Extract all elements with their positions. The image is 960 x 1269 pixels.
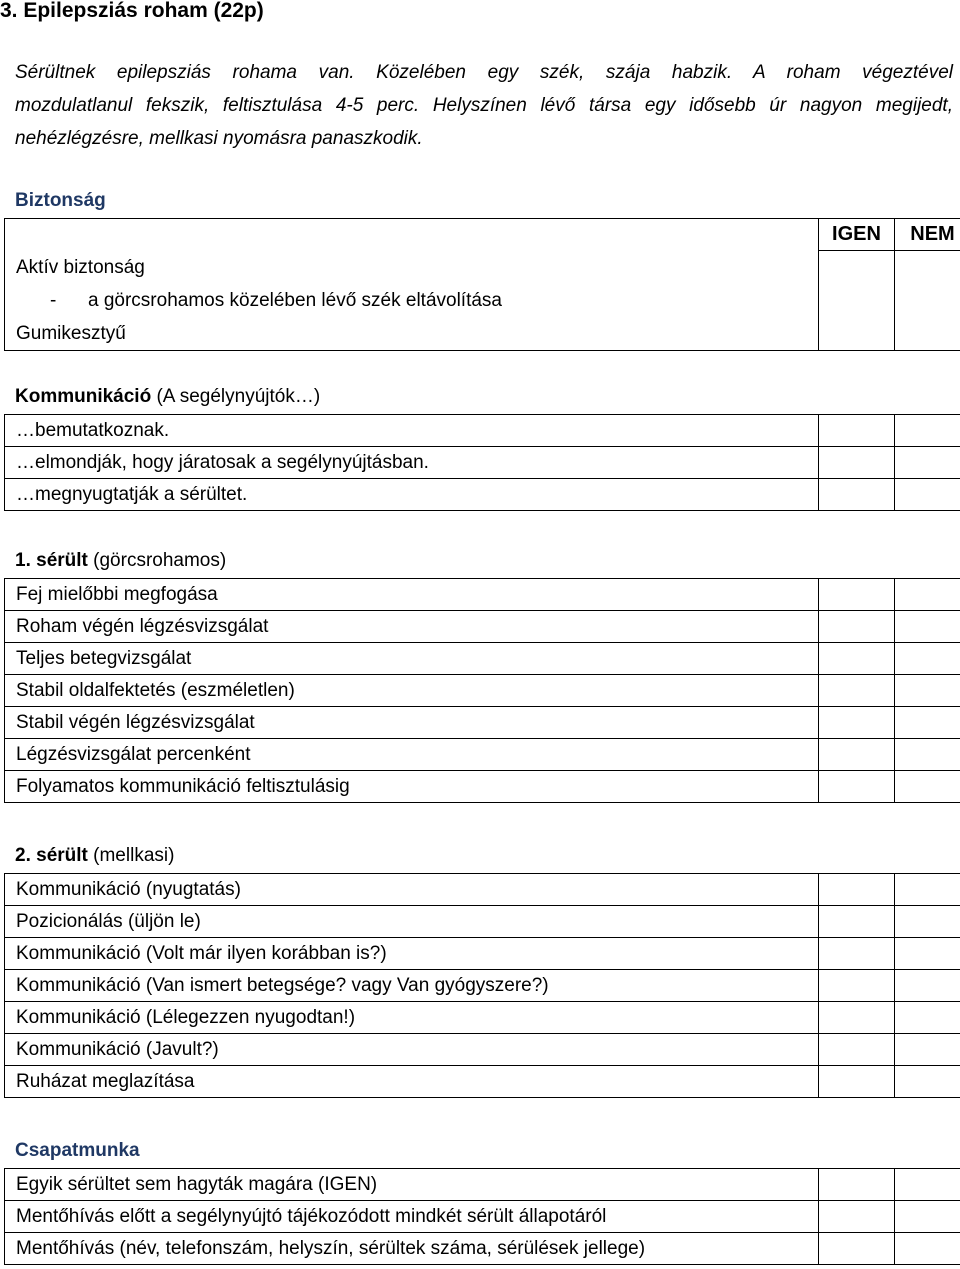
table-row bbox=[5, 771, 960, 803]
no-checkbox[interactable] bbox=[895, 1066, 960, 1098]
yes-checkbox[interactable] bbox=[819, 579, 895, 611]
table-row bbox=[5, 675, 960, 707]
yes-checkbox[interactable] bbox=[819, 611, 895, 643]
injured2-item-label: Kommunikáció (Volt már ilyen korábban is?) bbox=[5, 938, 819, 970]
no-checkbox[interactable] bbox=[895, 1169, 960, 1201]
injured2-title bbox=[15, 845, 174, 867]
injured2-title-rest: (mellkasi) bbox=[87, 845, 175, 866]
safety-table bbox=[4, 218, 960, 351]
table-row bbox=[5, 1169, 960, 1201]
scenario-line-2: mozdulatlanul fekszik, feltisztulása 4-5 perc. Helyszínen lévő társa egy idősebb úr nagyon megijedt, bbox=[15, 95, 953, 116]
teamwork-table bbox=[4, 1168, 960, 1265]
yes-checkbox[interactable] bbox=[819, 1233, 895, 1265]
page-title: 3. Epilepsziás roham (22p) bbox=[0, 0, 264, 22]
injured1-item-label: Légzésvizsgálat percenként bbox=[5, 739, 819, 771]
injured2-item-label: Kommunikáció (Van ismert betegsége? vagy Van gyógyszere?) bbox=[5, 970, 819, 1002]
yes-checkbox[interactable] bbox=[819, 447, 895, 479]
injured1-title-bold: 1. sérült bbox=[15, 550, 88, 571]
table-row bbox=[5, 906, 960, 938]
injured2-item-label: Kommunikáció (Lélegezzen nyugodtan!) bbox=[5, 1002, 819, 1034]
table-row bbox=[5, 447, 960, 479]
no-checkbox[interactable] bbox=[895, 906, 960, 938]
table-row bbox=[5, 707, 960, 739]
communication-title-rest: (A segélynyújtók…) bbox=[151, 386, 321, 407]
no-checkbox[interactable] bbox=[895, 874, 960, 906]
yes-checkbox[interactable] bbox=[819, 1066, 895, 1098]
communication-item-label: …megnyugtatják a sérültet. bbox=[5, 479, 819, 511]
communication-title-bold: Kommunikáció bbox=[15, 386, 152, 407]
injured2-item-label: Kommunikáció (Javult?) bbox=[5, 1034, 819, 1066]
injured2-item-label: Ruházat meglazítása bbox=[5, 1066, 819, 1098]
table-row bbox=[5, 1002, 960, 1034]
no-checkbox[interactable] bbox=[895, 447, 960, 479]
yes-checkbox[interactable] bbox=[819, 1034, 895, 1066]
no-checkbox[interactable] bbox=[895, 1002, 960, 1034]
no-checkbox[interactable] bbox=[895, 970, 960, 1002]
no-checkbox[interactable] bbox=[895, 739, 960, 771]
yes-checkbox[interactable] bbox=[819, 970, 895, 1002]
yes-checkbox[interactable] bbox=[819, 938, 895, 970]
yes-checkbox[interactable] bbox=[819, 1201, 895, 1233]
table-row bbox=[5, 611, 960, 643]
safety-text-cell bbox=[5, 219, 819, 351]
no-checkbox[interactable] bbox=[895, 675, 960, 707]
no-checkbox[interactable] bbox=[895, 1201, 960, 1233]
safety-active-label: Aktív biztonság bbox=[16, 257, 145, 278]
teamwork-item-label: Mentőhívás (név, telefonszám, helyszín, sérültek száma, sérülések jellege) bbox=[5, 1233, 819, 1265]
no-checkbox[interactable] bbox=[895, 771, 960, 803]
yes-checkbox[interactable] bbox=[819, 874, 895, 906]
table-row bbox=[5, 643, 960, 675]
yes-checkbox[interactable] bbox=[819, 906, 895, 938]
no-checkbox[interactable] bbox=[895, 415, 960, 447]
yes-checkbox[interactable] bbox=[819, 739, 895, 771]
teamwork-item-label: Egyik sérültet sem hagyták magára (IGEN) bbox=[5, 1169, 819, 1201]
table-row bbox=[5, 1034, 960, 1066]
table-row bbox=[5, 874, 960, 906]
yes-checkbox[interactable] bbox=[819, 771, 895, 803]
table-row bbox=[5, 938, 960, 970]
table-row bbox=[5, 970, 960, 1002]
yes-column-header: IGEN bbox=[819, 219, 895, 251]
communication-item-label: …bemutatkoznak. bbox=[5, 415, 819, 447]
injured2-title-bold: 2. sérült bbox=[15, 845, 88, 866]
no-column-header: NEM bbox=[895, 219, 960, 251]
no-checkbox[interactable] bbox=[895, 938, 960, 970]
injured1-table bbox=[4, 578, 960, 803]
injured1-title-rest: (görcsrohamos) bbox=[87, 550, 227, 571]
injured1-item-label: Roham végén légzésvizsgálat bbox=[5, 611, 819, 643]
table-row bbox=[5, 1201, 960, 1233]
table-row bbox=[5, 479, 960, 511]
no-checkbox[interactable] bbox=[895, 643, 960, 675]
safety-glove-label: Gumikesztyű bbox=[16, 323, 126, 344]
communication-table bbox=[4, 414, 960, 511]
dash-marker: - bbox=[50, 290, 57, 311]
yes-checkbox[interactable] bbox=[819, 415, 895, 447]
table-row bbox=[5, 1233, 960, 1265]
no-checkbox[interactable] bbox=[895, 611, 960, 643]
no-checkbox[interactable] bbox=[895, 1233, 960, 1265]
scenario-line-1: Sérültnek epilepsziás rohama van. Közelében egy szék, szája habzik. A roham végeztével bbox=[15, 62, 953, 83]
scenario-line-3: nehézlégzésre, mellkasi nyomásra panaszkodik. bbox=[15, 128, 423, 149]
teamwork-item-label: Mentőhívás előtt a segélynyújtó tájékozódott mindkét sérült állapotáról bbox=[5, 1201, 819, 1233]
injured2-item-label: Kommunikáció (nyugtatás) bbox=[5, 874, 819, 906]
communication-item-label: …elmondják, hogy járatosak a segélynyújtásban. bbox=[5, 447, 819, 479]
table-row bbox=[5, 415, 960, 447]
teamwork-title: Csapatmunka bbox=[15, 1140, 140, 1161]
injured1-item-label: Folyamatos kommunikáció feltisztulásig bbox=[5, 771, 819, 803]
injured2-table bbox=[4, 873, 960, 1098]
no-checkbox[interactable] bbox=[895, 479, 960, 511]
safety-no-checkbox[interactable] bbox=[895, 251, 960, 351]
no-checkbox[interactable] bbox=[895, 579, 960, 611]
injured1-item-label: Fej mielőbbi megfogása bbox=[5, 579, 819, 611]
table-row bbox=[5, 579, 960, 611]
yes-checkbox[interactable] bbox=[819, 707, 895, 739]
injured1-item-label: Teljes betegvizsgálat bbox=[5, 643, 819, 675]
injured1-item-label: Stabil oldalfektetés (eszméletlen) bbox=[5, 675, 819, 707]
safety-chair-item bbox=[16, 284, 818, 317]
yes-checkbox[interactable] bbox=[819, 675, 895, 707]
yes-checkbox[interactable] bbox=[819, 643, 895, 675]
table-row bbox=[5, 739, 960, 771]
yes-checkbox[interactable] bbox=[819, 479, 895, 511]
injured1-title bbox=[15, 550, 226, 572]
yes-checkbox[interactable] bbox=[819, 1169, 895, 1201]
no-checkbox[interactable] bbox=[895, 1034, 960, 1066]
safety-yes-checkbox[interactable] bbox=[819, 251, 895, 351]
table-row bbox=[5, 1066, 960, 1098]
injured1-item-label: Stabil végén légzésvizsgálat bbox=[5, 707, 819, 739]
no-checkbox[interactable] bbox=[895, 707, 960, 739]
yes-checkbox[interactable] bbox=[819, 1002, 895, 1034]
injured2-item-label: Pozicionálás (üljön le) bbox=[5, 906, 819, 938]
safety-chair-label: a görcsrohamos közelében lévő szék eltávolítása bbox=[88, 290, 503, 311]
communication-title bbox=[15, 386, 320, 408]
safety-title: Biztonság bbox=[15, 190, 106, 211]
